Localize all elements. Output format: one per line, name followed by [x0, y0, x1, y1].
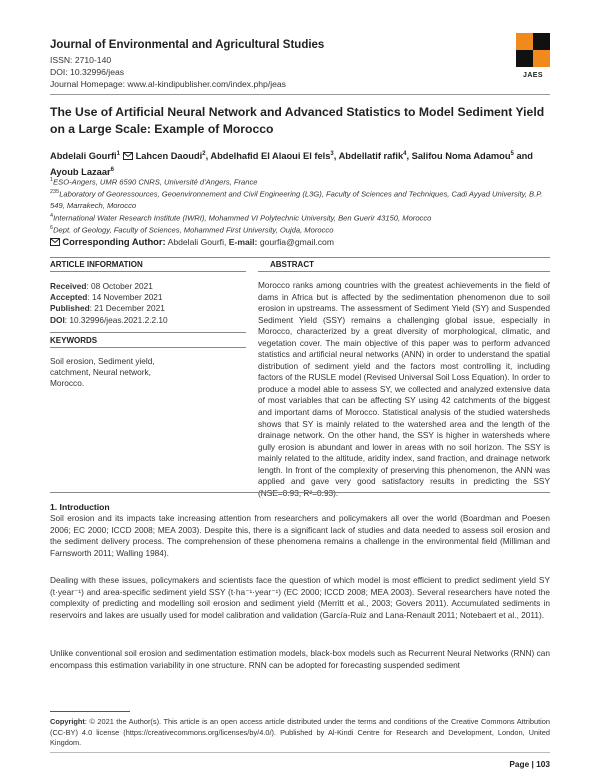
affiliation-text: Laboratory of Georessources, Geoenvironnement and Civil Engineering (L3G), Faculty of Sciences and Techniques, Cadi Ayyad University, B.P. 549, Marrakech, Morocco	[50, 189, 543, 210]
affiliation-text: Dept. of Geology, Faculty of Sciences, Mohammed First University, Oujda, Morocco	[53, 225, 334, 235]
corresponding-email-link[interactable]: gourfia@gmail.com	[259, 237, 334, 247]
received-date: Received: 08 October 2021	[50, 281, 153, 291]
copyright-text: : © 2021 the Author(s). This article is an open access article distributed under the terms and conditions of the Creative Commons Attribution (CC-BY) 4.0 license (https://creativecommons.org/licenses/by/4.0/). Published by Al-Kindi Centre for Research and Development, London, United Kingdom.	[50, 717, 550, 747]
footer-rule	[50, 752, 550, 753]
keywords-heading: KEYWORDS	[50, 336, 98, 345]
info-top-rule	[50, 257, 550, 258]
logo-square-black-bl	[516, 50, 533, 67]
corresponding-author	[50, 236, 334, 247]
affiliation-number: 235	[50, 189, 60, 195]
logo-text: JAES	[523, 72, 543, 79]
affiliation	[50, 187, 550, 211]
accepted-date: Accepted: 14 November 2021	[50, 292, 163, 303]
author-name: Abdellatif rafik	[338, 151, 404, 162]
copyright-notice	[50, 717, 550, 749]
article-dates	[50, 281, 246, 326]
copyright-label: Copyright	[50, 717, 85, 726]
affiliation-text: International Water Research Institute (IWRI), Mohammed VI Polytechnic University, Ben Guerir 43150, Morocco	[53, 213, 432, 223]
corresponding-name: Abdelali Gourfi,	[167, 237, 227, 247]
author-name: Lahcen Daoudi	[135, 151, 203, 162]
published-date: Published: 21 December 2021	[50, 303, 165, 314]
footnote-rule	[50, 711, 130, 712]
logo-square-orange-br	[533, 50, 550, 67]
author-affiliation-number: 6	[110, 167, 114, 174]
journal-name: Journal of Environmental and Agricultural Studies	[50, 39, 325, 51]
corresponding-label: Corresponding Author:	[62, 236, 166, 247]
affiliation	[50, 223, 550, 236]
affiliation-number: 6	[50, 225, 54, 231]
affiliation-number: 1	[50, 177, 54, 183]
envelope-icon[interactable]	[123, 152, 133, 160]
author-list: Abdelali Gourfi$^1$ Lahcen Daoudi$^2$, Abdelhafid El Alaoui El fels$^3$, Abdellatif rafik$^4$, Salifou Noma Adamou$^5$ and Ayoub Lazaar$^6$	[50, 151, 533, 178]
author-affiliation-number: 5	[510, 151, 514, 157]
affiliation	[50, 211, 550, 224]
journal-homepage-link[interactable]: Journal Homepage: www.al-kindipublisher.com/index.php/jeas	[50, 79, 286, 89]
affiliation	[50, 175, 550, 188]
article-doi: DOI: 10.32996/jeas.2021.2.2.10	[50, 314, 168, 325]
author-affiliation-number: 1	[116, 151, 120, 157]
article-info-heading: ARTICLE INFORMATION	[50, 260, 143, 269]
intro-paragraph: Soil erosion and its impacts take increasing attention from researchers and policymakers all over the world (Boardman and Poesen 2006; EC 2000; ICCD 2008; MEA 2003). Despite this, there is a significant lack of studies and data needed to assess soil erosion and the sediment delivery process. The comprehension of these phenomena remains a challenge in the environmental field (Milliman and Farnsworth 2011; Walling 1984).	[50, 513, 550, 558]
email-label: E-mail:	[228, 237, 258, 247]
author-affiliation-number: 3	[330, 151, 334, 157]
issn: ISSN: 2710-140	[50, 55, 112, 65]
envelope-icon	[50, 238, 60, 246]
paper-title: The Use of Artificial Neural Network and Advanced Statistics to Model Sediment Yield on a Large Scale: Example of Morocco	[50, 105, 545, 136]
journal-doi: DOI: 10.32996/jeas	[50, 67, 125, 77]
intro-paragraph: Dealing with these issues, policymakers and scientists face the question of which model is most efficient to predict sediment yield SY (t·year⁻¹) and area-specific sediment yield SSY (t·ha⁻¹·year⁻¹) (EC 2000; ICCD 2008; MEA 2003). Several researchers have noted the complexity of predicting and modelling soil erosion and sediment yield (Merritt et al., 2003; Govers 2011). Accumulated sediments in reservoirs and lakes are usually used for model calibration and validation (García-Ruiz and Lana-Renault 2011; Notebaert et al., 2011).	[50, 575, 550, 620]
author-name: Abdelhafid El Alaoui El fels	[210, 151, 331, 162]
author-name: Abdelali Gourfi	[50, 151, 117, 162]
abstract-heading-rule	[258, 271, 550, 272]
header-divider	[50, 94, 550, 95]
intro-paragraph: Unlike conventional soil erosion and sedimentation estimation models, black-box models such as Recurrent Neural Networks (RNN) can encompass this estimation variability in one structure. RNN can be adopted for forecasting suspended sediment	[50, 648, 550, 670]
affiliation-number: 4	[50, 213, 54, 219]
keywords-top-rule	[50, 332, 246, 333]
logo-square-orange-tl	[516, 33, 533, 50]
abstract-heading: ABSTRACT	[270, 260, 314, 269]
section-heading-introduction: 1. Introduction	[50, 502, 110, 512]
page-number: Page | 103	[509, 759, 550, 769]
author-name: Salifou Noma Adamou	[411, 151, 511, 162]
affiliation-text: ESO-Angers, UMR 6590 CNRS, Université d'Angers, France	[53, 177, 258, 187]
jaes-logo	[516, 33, 550, 67]
logo-square-black-tr	[533, 33, 550, 50]
keywords-list: Soil erosion, Sediment yield, catchment, Neural network, Morocco.	[50, 356, 155, 389]
abstract-text: Morocco ranks among countries with the greatest achievements in the field of dams in Africa but is affected by the sedimentation phenomenon due to soil erosion in upstreams. The assessment of Sediment Yield (SY) and Suspended Sediment Yield (SSY) remains a challenging global issue, especially in Morocco, characterized by a great diversity of morphological, climatic, and vegetation cover. The main objective of this paper was to perform advanced statistics and artificial neural networks (ANN) in order to understand the spatial distribution of sediment yield and the factors most controlling it, including factors of the RUSLE model (Revised Universal Soil Loss Equation). In order to produce a model able to assess SY, we collected and analyzed extensive data of most variables that can be affecting SY using 42 catchments of the biggest and important dams of Morocco. Statistical analysis of the studied watersheds shows that SY is mainly related to the watershed area and the length of the drainage network. On the other hand, the SSY is higher in watersheds where gully erosion is abundant and lower in areas with no soil horizon. The SSY is mainly related to the altitude, aridity index, sand fraction, and drainage network length. In front of the complexity of preserving this phenomenon, the ANN was applied and gave very good satisfactory results in predicting the SSY (NSE=0.93, R²=0.93).	[258, 280, 550, 498]
keywords-heading-rule	[50, 347, 246, 348]
author-name: and Ayoub Lazaar	[50, 151, 533, 178]
info-heading-rule	[50, 271, 246, 272]
author-affiliation-number: 4	[403, 151, 407, 157]
author-affiliation-number: 2	[202, 151, 206, 157]
abstract-bottom-rule	[50, 492, 550, 493]
